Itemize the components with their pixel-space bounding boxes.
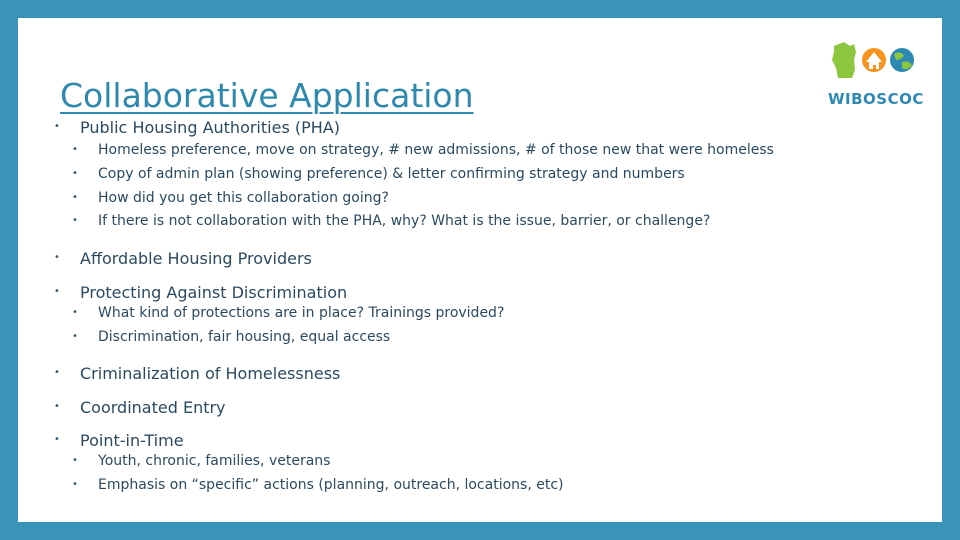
bullet-dot: •: [54, 252, 60, 263]
sub-bullet-text: What kind of protections are in place? Trainings provided?: [98, 305, 505, 321]
sub-bullet-text: Homeless preference, move on strategy, # new admissions, # of those new that were homeless: [98, 142, 774, 158]
sub-bullet-text: If there is not collaboration with the PHA, why? What is the issue, barrier, or challenge?: [98, 213, 711, 229]
sub-bullet-text: Discrimination, fair housing, equal access: [98, 329, 391, 345]
sub-bullet: [72, 305, 505, 321]
section-heading: Public Housing Authorities (PHA): [80, 118, 340, 137]
section-heading: Point-in-Time: [80, 431, 184, 450]
sub-bullet-text: Emphasis on “specific” actions (planning, outreach, locations, etc): [98, 477, 564, 493]
section-heading: Coordinated Entry: [80, 398, 226, 417]
bullet-pha: [54, 118, 340, 137]
wisconsin-house-globe-icon: [828, 38, 920, 88]
sub-bullet: [72, 166, 685, 182]
sub-bullet: [72, 213, 711, 229]
slide: [18, 18, 942, 522]
bullet-dot: •: [72, 479, 78, 490]
sub-bullet: [72, 329, 391, 345]
section-heading: Criminalization of Homelessness: [80, 364, 341, 383]
sub-bullet-text: How did you get this collaboration going?: [98, 190, 389, 206]
bullet-dot: •: [72, 192, 78, 203]
bullet-dot: •: [54, 121, 60, 132]
bullet-dot: •: [54, 401, 60, 412]
sub-bullet: [72, 453, 331, 469]
sub-bullet-text: Youth, chronic, families, veterans: [98, 453, 331, 469]
bullet-dot: •: [72, 455, 78, 466]
section-heading: Affordable Housing Providers: [80, 249, 312, 268]
bullet-dot: •: [54, 286, 60, 297]
bullet-dot: •: [72, 307, 78, 318]
bullet-dot: •: [72, 215, 78, 226]
bullet-coordinated-entry: [54, 398, 226, 417]
bullet-dot: •: [54, 434, 60, 445]
slide-title: Collaborative Application: [60, 76, 474, 115]
bullet-affordable-housing: [54, 249, 312, 268]
bullet-dot: •: [72, 144, 78, 155]
bullet-dot: •: [72, 168, 78, 179]
wiboscoc-logo: [828, 38, 924, 110]
bullet-discrimination: [54, 283, 348, 302]
sub-bullet: [72, 477, 564, 493]
bullet-point-in-time: [54, 431, 184, 450]
sub-bullet: [72, 190, 389, 206]
bullet-dot: •: [72, 331, 78, 342]
section-heading: Protecting Against Discrimination: [80, 283, 348, 302]
sub-bullet: [72, 142, 774, 158]
bullet-criminalization: [54, 364, 341, 383]
bullet-dot: •: [54, 367, 60, 378]
sub-bullet-text: Copy of admin plan (showing preference) & letter confirming strategy and numbers: [98, 166, 685, 182]
logo-text: WIBOSCOC: [828, 90, 924, 108]
